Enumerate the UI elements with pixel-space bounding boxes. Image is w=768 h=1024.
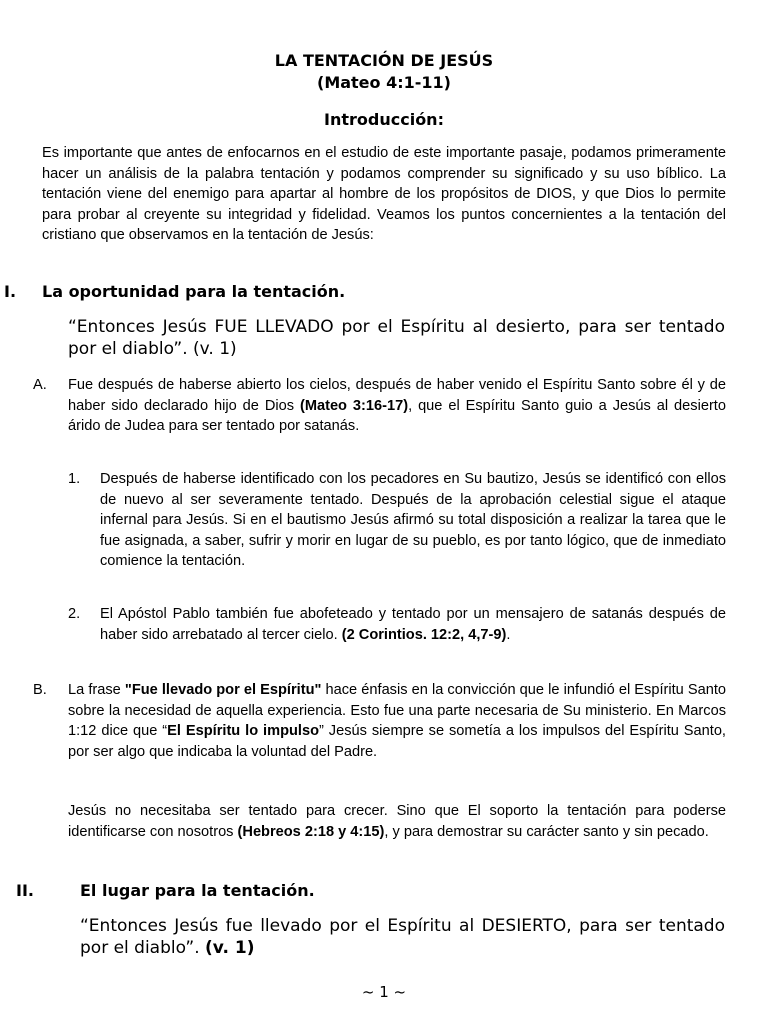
- sub-item-2-ref: (2 Corintios. 12:2, 4,7-9): [341, 626, 507, 643]
- item-b-paragraph-2: [68, 801, 726, 842]
- sub-item-1-paragraph: [100, 469, 726, 572]
- section-2-numeral: II.: [16, 881, 34, 900]
- item-b-t1: La frase: [68, 682, 125, 698]
- sub-item-2-marker: 2.: [68, 606, 81, 622]
- item-b-t3: ” Jesús siempre se sometía a los impulsos del Espíritu Santo, por ser algo que indicaba la voluntad del Padre.: [68, 723, 726, 760]
- sub-item-2-text-after: .: [506, 626, 511, 643]
- intro-text: Es importante que antes de enfocarnos en el estudio de este importante pasaje, podamos primeramente hacer un análisis de la palabra tentación y podamos comprender su significado y su uso bíblico. La tentación viene del enemigo para apartar al hombre de los propósitos de DIOS, y que Dios lo permite para probar al creyente su integridad y fidelidad. Veamos los puntos concernientes a la tentación del cristiano que observamos en la tentación de Jesús:: [42, 145, 726, 244]
- section-1-heading: La oportunidad para la tentación.: [42, 282, 346, 301]
- page-number: ~ 1 ~: [361, 983, 407, 1001]
- section-2-quote: [80, 915, 725, 959]
- section-2-quote-text: “Entonces Jesús fue llevado por el Espíritu al DESIERTO, para ser tentado por el diablo”.: [80, 916, 725, 958]
- item-b-paragraph: [68, 680, 726, 762]
- document-title: LA TENTACIÓN DE JESÚS: [274, 51, 494, 70]
- sub-item-2-text-before: El Apóstol Pablo también fue abofeteado y tentado por un mensajero de satanás después de haber sido arrebatado al tercer cielo.: [100, 606, 726, 643]
- item-a-ref: (Mateo 3:16-17): [299, 397, 409, 414]
- item-a-text-before: Fue después de haberse abierto los cielos, después de haber venido el Espíritu Santo sobre él y de haber sido declarado hijo de Dios: [68, 377, 726, 414]
- section-1-numeral: I.: [4, 282, 17, 301]
- sub-item-1-marker: 1.: [68, 471, 81, 487]
- item-b-p2-after: , y para demostrar su carácter santo y sin pecado.: [384, 823, 709, 840]
- item-a-paragraph: [68, 375, 726, 437]
- item-b-p2-before: Jesús no necesitaba ser tentado para crecer. Sino que El soporto la tentación para poderse identificarse con nosotros: [68, 803, 726, 840]
- item-a-marker: A.: [33, 377, 47, 393]
- item-b-marker: B.: [33, 682, 47, 698]
- item-a-text-after: , que el Espíritu Santo guio a Jesús al desierto árido de Judea para ser tentado por satanás.: [68, 397, 726, 435]
- section-2-quote-ref: (v. 1): [205, 938, 255, 958]
- intro-heading: Introducción:: [324, 110, 444, 129]
- section-1-quote: “Entonces Jesús FUE LLEVADO por el Espíritu al desierto, para ser tentado por el diablo”. (v. 1): [68, 317, 725, 359]
- item-b-p2-ref: (Hebreos 2:18 y 4:15): [237, 823, 385, 840]
- section-2-heading: El lugar para la tentación.: [80, 881, 315, 900]
- document-reference: (Mateo 4:1-11): [317, 73, 451, 92]
- intro-paragraph: [42, 143, 726, 246]
- item-b-t2: hace énfasis en la convicción que le infundió el Espíritu Santo sobre la necesidad de aquella experiencia. Esto fue una parte necesaria de Su ministerio. En Marcos 1:12 dice que “: [68, 682, 727, 740]
- item-b-b2: El Espíritu lo impulso: [167, 723, 319, 740]
- sub-item-1-text: Después de haberse identificado con los pecadores en Su bautizo, Jesús se identificó con ellos de nuevo al ser severamente tentado. Después de la aprobación celestial sigue el ataque infernal para Jesús. Si en el bautismo Jesús afirmó su total disposición a realizar la tarea que le fue asignada, a saber, sufrir y morir en lugar de su pueblo, es por tanto lógico, que de inmediato comience la tentación.: [100, 471, 726, 570]
- sub-item-2-paragraph: [100, 604, 726, 645]
- item-b-b1: "Fue llevado por el Espíritu": [124, 682, 322, 698]
